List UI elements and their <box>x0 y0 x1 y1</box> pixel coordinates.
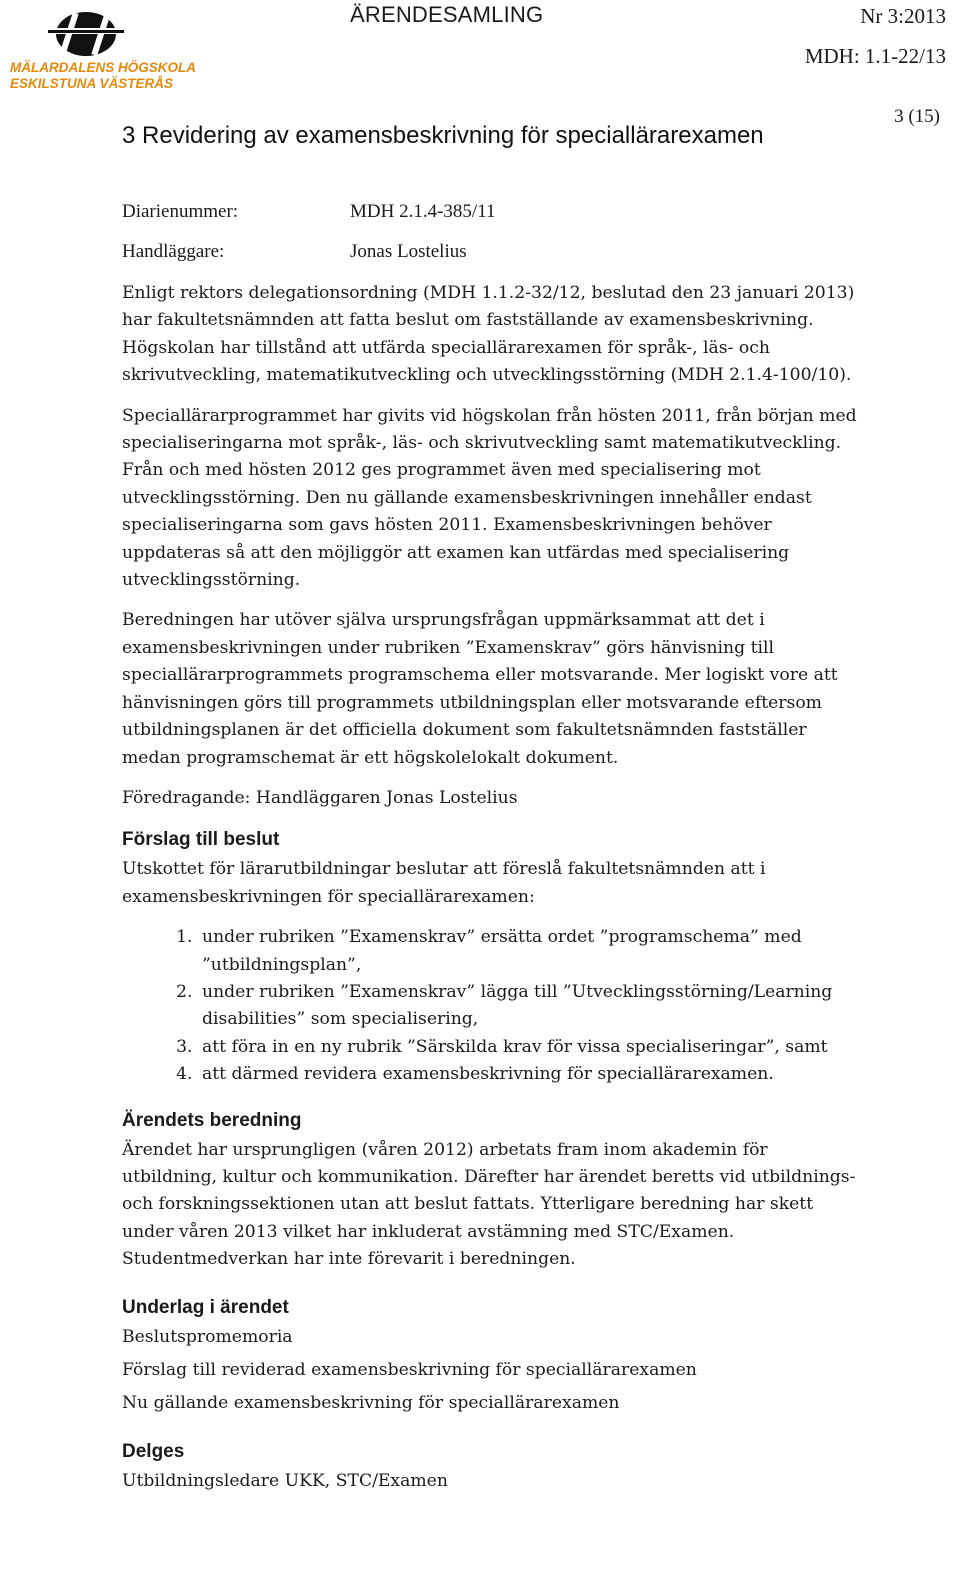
heading-underlag: Underlag i ärendet <box>122 1296 289 1318</box>
diarienummer-value: MDH 2.1.4-385/11 <box>350 201 496 222</box>
issue-number: Nr 3:2013 <box>860 4 946 28</box>
list-item: 1. under rubriken ”Examenskrav” ersätta ordet ”programschema” med ”utbildningsplan”, <box>198 924 862 979</box>
paragraph-beredning: Beredningen har utöver själva ursprungsfrågan uppmärksammat att det i examensbeskrivningen under rubriken ”Examenskrav” görs hänvisning till speciallärarprogrammets programschema eller motsvarande. Mer logiskt vore att hänvisningen görs till programmets utbildningsplan eller motsvarande eftersom utbildningsplanen är det officiella dokument som fakultetsnämnden fastställer medan programschemat är ett högskolelokalt dokument. <box>122 610 838 768</box>
underlag-item: Nu gällande examensbeskrivning för speciallärarexamen <box>122 1393 620 1414</box>
delges-text: Utbildningsledare UKK, STC/Examen <box>122 1470 448 1491</box>
logo-line1: MÄLARDALENS HÖGSKOLA <box>10 60 196 75</box>
paragraph-delegation: Enligt rektors delegationsordning (MDH 1.1.2-32/12, beslutad den 23 januari 2013) har fakultetsnämnden att fatta beslut om fastställande av examensbeskrivning. Högskolan har tillstånd att utfärda speciallärarexamen för språk-, läs- och skrivutveckling, matematikutveckling och utvecklingsstörning (MDH 2.1.4-100/10). <box>122 283 855 386</box>
handlaggare-label: Handläggare: <box>122 241 225 262</box>
paragraph-foredragande: Föredragande: Handläggaren Jonas Lostelius <box>122 787 518 808</box>
diarienummer-label: Diarienummer: <box>122 201 239 222</box>
list-item: 3. att föra in en ny rubrik ”Särskilda krav för vissa specialiseringar”, samt <box>198 1034 862 1061</box>
underlag-item: Beslutspromemoria <box>122 1326 293 1347</box>
logo-mark-icon <box>8 6 196 94</box>
underlag-item: Förslag till reviderad examensbeskrivning för speciallärarexamen <box>122 1360 697 1380</box>
forslag-intro: Utskottet för lärarutbildningar beslutar att föreslå fakultetsnämnden att i examensbeskrivningen för speciallärarexamen: <box>122 859 766 907</box>
list-item: 4. att därmed revidera examensbeskrivning för speciallärarexamen. <box>198 1061 862 1088</box>
logo-line2: ESKILSTUNA VÄSTERÅS <box>10 76 174 91</box>
page-number: 3 (15) <box>894 106 940 127</box>
beredning-text: Ärendet har ursprungligen (våren 2012) arbetats fram inom akademin för utbildning, kultur och kommunikation. Därefter har ärendet beretts vid utbildnings- och forskningssektionen utan att beslut fattats. Ytterligare beredning har skett under våren 2013 vilket har inkluderat avstämning med STC/Examen. Studentmedverkan har inte förevarit i beredningen. <box>122 1139 856 1270</box>
heading-delges: Delges <box>122 1440 185 1462</box>
forslag-list <box>122 924 862 1088</box>
paragraph-program: Speciallärarprogrammet har givits vid högskolan från hösten 2011, från början med specialiseringarna mot språk-, läs- och skrivutveckling samt matematikutveckling. Från och med hösten 2012 ges programmet även med specialisering mot utvecklingsstörning. Den nu gällande examensbeskrivningen innehåller endast specialiseringarna som gavs hösten 2011. Examensbeskrivningen behöver uppdateras så att den möjliggör att examen kan utfärdas med specialisering utvecklingsstörning. <box>122 405 857 591</box>
document-type: ÄRENDESAMLING <box>350 2 544 27</box>
heading-beredning: Ärendets beredning <box>122 1109 302 1131</box>
university-logo <box>8 6 196 94</box>
page-title: 3 Revidering av examensbeskrivning för speciallärarexamen <box>122 122 764 149</box>
handlaggare-value: Jonas Lostelius <box>350 241 467 262</box>
reference-number: MDH: 1.1-22/13 <box>804 44 946 68</box>
heading-forslag: Förslag till beslut <box>122 829 280 851</box>
document-body <box>122 280 862 1508</box>
list-item: 2. under rubriken ”Examenskrav” lägga till ”Utvecklingsstörning/Learning disabilities” som specialisering, <box>198 979 862 1034</box>
diarienummer-row <box>122 201 496 223</box>
handlaggare-row <box>122 241 467 263</box>
